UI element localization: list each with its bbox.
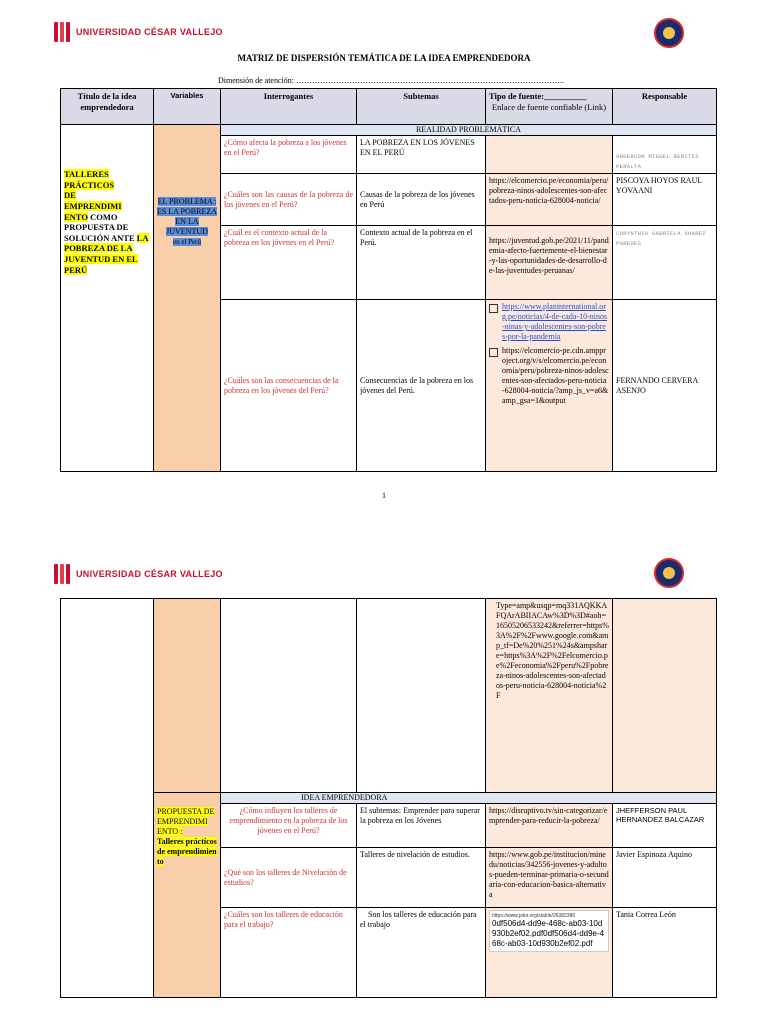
titulo-idea-cont [61, 599, 154, 998]
link-1 [486, 136, 613, 174]
variable-problema: EL PROBLEMA : ES LA POBREZA EN LA JUVENTUD en el Perú [154, 125, 221, 472]
col-responsable: Responsable [613, 89, 717, 125]
matrix-table-page2 [60, 598, 717, 998]
university-logo [54, 564, 223, 584]
col-subtemas: Subtemas [357, 89, 486, 125]
seal-icon [654, 558, 684, 588]
subtema-5: El subtemas: Emprender para superar la pobreza en los Jóvenes [357, 804, 486, 848]
col-titulo: Título de la idea emprendedora [61, 89, 154, 125]
link-2[interactable]: https://elcomercio.pe/economia/peru/pobreza-ninos-adolescentes-son-afectados-peru-noticia-628004-noticia/ [486, 174, 613, 226]
responsable-2: PISCOYA HOYOS RAUL YOVAANI [613, 174, 717, 226]
variable-cont [154, 599, 221, 793]
responsable-5: JHEFFERSON PAUL HERNANDEZ BALCAZAR [613, 804, 717, 848]
link-6[interactable]: https://www.gob.pe/institucion/minedu/noticias/342556-jovenes-y-adultos-pueden-terminar-primaria-o-secundaria-con-educacion-basica-alternativa [486, 848, 613, 908]
responsable-1: ANDERSON MIGUEL BENITES PERALTA [613, 136, 717, 174]
subtema-cont [357, 599, 486, 793]
pregunta-3: ¿Cuál es el contexto actual de la pobreza en los jóvenes en el Perú? [221, 226, 357, 300]
pregunta-6: ¿Qué son los talleres de Nivelación de estudios? [221, 848, 357, 908]
responsable-3: CORYNTHIA GABRIELA SUAREZ PAREDES [613, 226, 717, 300]
responsable-6: Javier Espinoza Aquino [613, 848, 717, 908]
subtema-2: Causas de la pobreza de los jóvenes en Perú [357, 174, 486, 226]
variable-propuesta: PROPUESTA DE EMPRENDIMI ENTO : Talleres prácticos de emprendimien to [154, 793, 221, 998]
section-idea: IDEA EMPRENDEDORA [221, 793, 717, 804]
enlace-fuente: Enlace de fuente confiable (Link) [491, 101, 607, 112]
subtema-6: Talleres de nivelación de estudios. [357, 848, 486, 908]
link-cont[interactable]: Type=amp&usqp=mq331AQKKAFQArABIIACAw%3D%3D#aoh=16505206533242&referrer=https%3A%2F%2Fwww.google.com&amp_tf=De%20%251%24s&ampshare=https%3A%2F%2Felcomercio.pe%2Feconomia%2Fperu%2Fpobreza-ninos-adolescentes-son-afectados-peru-noticia-628004-noticia%2F [486, 599, 613, 793]
link-4a[interactable]: https://www.planinternational.org.pe/noticias/4-de-cada-10-ninos-ninas-y-adolescentes-son-pobres-por-la-pandemia [502, 302, 608, 341]
pregunta-2: ¿Cuáles son las causas de la pobreza de los jóvenes en el Perú? [221, 174, 357, 226]
matrix-table-page1 [60, 88, 717, 472]
subtema-3: Contexto actual de la pobreza en el Perú. [357, 226, 486, 300]
pregunta-5: ¿Cómo influyen los talleres de emprendimiento en la pobreza de los jóvenes en el Perú? [221, 804, 357, 848]
uv-logo-icon [54, 22, 70, 42]
responsable-7: Tania Correa León [613, 908, 717, 998]
pregunta-4: ¿Cuáles son las consecuencias de la pobreza en los jóvenes del Perú? [221, 300, 357, 472]
page-number: 1 [382, 491, 386, 500]
link-4 [486, 300, 613, 472]
link-3[interactable]: https://juventud.gob.pe/2021/11/pandemia-afecto-fuertemente-el-bienestar-y-las-oportunidades-de-desarrollo-de-las-juventudes-peruanas/ [486, 226, 613, 300]
tipo-fuente: Tipo de fuente:__________ [489, 91, 587, 101]
checkbox-icon [489, 348, 498, 357]
page-2 [0, 520, 768, 1024]
responsable-4: FERNANDO CERVERA ASENJO [613, 300, 717, 472]
checkbox-icon [489, 304, 498, 313]
dimension-label: Dimensión de atención: ……………………………………………………………………………………….. [218, 76, 564, 85]
subtema-7: Son los talleres de educación para el trabajo [357, 908, 486, 998]
pregunta-1: ¿Cómo afecta la pobreza a los jóvenes en el Perú? [221, 136, 357, 174]
subtema-1: LA POBREZA EN LOS JÓVENES EN EL PERÚ [357, 136, 486, 174]
link-7 [486, 908, 613, 998]
document-title: MATRIZ DE DISPERSIÓN TEMÁTICA DE LA IDEA EMPRENDEDORA [237, 53, 531, 63]
col-fuente [486, 89, 613, 125]
subtema-4: Consecuencias de la pobreza en los jóvenes del Perú. [357, 300, 486, 472]
titulo-idea: TALLERES PRÁCTICOS DE EMPRENDIMI ENTO COMO PROPUESTA DE SOLUCIÓN ANTE LA POBREZA DE LA JUVENTUD EN EL PERÚ [61, 125, 154, 472]
link-4b[interactable]: https://elcomercio-pe.cdn.ampproject.org/v/s/elcomercio.pe/economia/peru/pobreza-ninos-adolescentes-son-afectados-peru-noticia-628004-noticia/?amp_js_v=a6&amp_gsa=1&output [502, 346, 609, 405]
col-variables: Variables [154, 89, 221, 125]
link-4a-item [489, 302, 609, 342]
responsable-cont [613, 599, 717, 793]
pregunta-7: ¿Cuáles son los talleres de educación para el trabajo? [221, 908, 357, 998]
uv-logo-icon [54, 564, 70, 584]
link-4b-item [489, 346, 609, 406]
jstor-link[interactable]: https://www.jstor.org/stable/26382386 [492, 913, 576, 919]
jstor-link-card[interactable] [489, 910, 609, 952]
link-5[interactable]: https://disruptivo.tv/sin-categorizar/emprender-para-reducir-la-pobreza/ [486, 804, 613, 848]
section-realidad: REALIDAD PROBLEMÁTICA [221, 125, 717, 136]
university-logo [54, 22, 223, 42]
university-name: UNIVERSIDAD CÉSAR VALLEJO [76, 569, 223, 579]
col-interrogantes: Interrogantes [221, 89, 357, 125]
pregunta-cont [221, 599, 357, 793]
pdf-link[interactable]: 0df506d4-dd9e-468c-ab03-10d930b2ef02.pdf0df506d4-dd9e-468c-ab03-10d930b2ef02.pdf [492, 919, 605, 949]
university-name: UNIVERSIDAD CÉSAR VALLEJO [76, 27, 223, 37]
seal-icon [654, 18, 684, 48]
